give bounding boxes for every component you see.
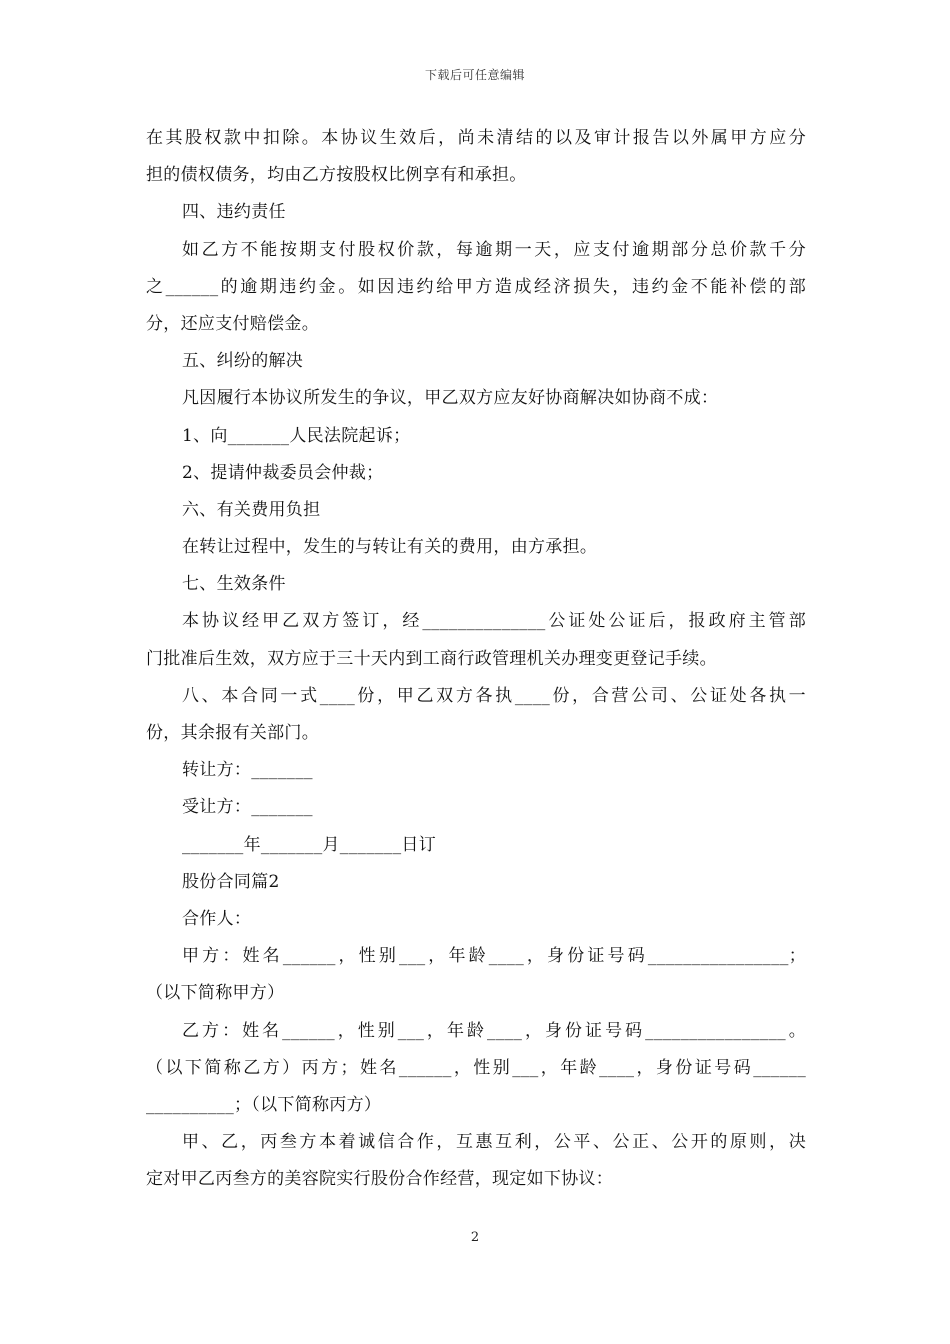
date-line: _______年_______月_______日订 bbox=[182, 834, 436, 855]
party-c-line: （以下简称乙方）丙方；姓名______，性别___，年龄____，身份证号码______ bbox=[146, 1057, 806, 1078]
document-body bbox=[146, 120, 806, 1198]
section-heading: 七、生效条件 bbox=[182, 574, 286, 595]
paragraph-line: 在其股权款中扣除。本协议生效后，尚未清结的以及审计报告以外属甲方应分 bbox=[146, 128, 806, 148]
paragraph-line: 份，其余报有关部门。 bbox=[146, 723, 319, 743]
paragraph-line: 凡因履行本协议所发生的争议，甲乙双方应友好协商解决如协商不成： bbox=[182, 388, 719, 409]
paragraph-line: 八、本合同一式____份，甲乙双方各执____份，合营公司、公证处各执一 bbox=[182, 685, 806, 706]
section-heading: 四、违约责任 bbox=[182, 202, 286, 223]
page-number: 2 bbox=[470, 1230, 480, 1245]
paragraph-line: 门批准后生效，双方应于三十天内到工商行政管理机关办理变更登记手续。 bbox=[146, 648, 717, 669]
paragraph-line: 在转让过程中，发生的与转让有关的费用，由方承担。 bbox=[182, 537, 598, 558]
list-item: 1、向_______人民法院起诉； bbox=[182, 425, 411, 446]
paragraph-line: 甲、乙，丙叁方本着诚信合作，互惠互利，公平、公正、公开的原则，决 bbox=[182, 1132, 806, 1153]
list-item: 2、提请仲裁委员会仲裁； bbox=[182, 462, 384, 483]
paragraph-line: 合作人： bbox=[182, 908, 252, 929]
contract-title: 股份合同篇2 bbox=[182, 871, 280, 892]
signature-line-transferee: 受让方：_______ bbox=[182, 797, 313, 818]
paragraph-line: __________；（以下简称丙方） bbox=[146, 1094, 382, 1115]
paragraph-line: 本协议经甲乙双方签订，经______________公证处公证后，报政府主管部 bbox=[182, 611, 806, 632]
paragraph-line: 定对甲乙丙叁方的美容院实行股份合作经营，现定如下协议： bbox=[146, 1169, 614, 1190]
paragraph-line: 如乙方不能按期支付股权价款，每逾期一天，应支付逾期部分总价款千分 bbox=[182, 239, 806, 260]
page-header: 下载后可任意编辑 bbox=[424, 68, 525, 82]
section-heading: 六、有关费用负担 bbox=[182, 499, 321, 520]
paragraph-line: 分，还应支付赔偿金。 bbox=[146, 313, 319, 334]
paragraph-line: （以下简称甲方） bbox=[146, 983, 285, 1004]
party-a-line: 甲方：姓名______，性别___，年龄____，身份证号码________________； bbox=[182, 946, 806, 967]
section-heading: 五、纠纷的解决 bbox=[182, 351, 304, 372]
paragraph-line: 之______的逾期违约金。如因违约给甲方造成经济损失，违约金不能补偿的部 bbox=[146, 276, 806, 297]
party-b-line: 乙方：姓名______，性别___，年龄____，身份证号码________________。 bbox=[182, 1020, 806, 1041]
paragraph-line: 担的债权债务，均由乙方按股权比例享有和承担。 bbox=[146, 165, 527, 186]
signature-line-transferor: 转让方：_______ bbox=[182, 760, 313, 781]
